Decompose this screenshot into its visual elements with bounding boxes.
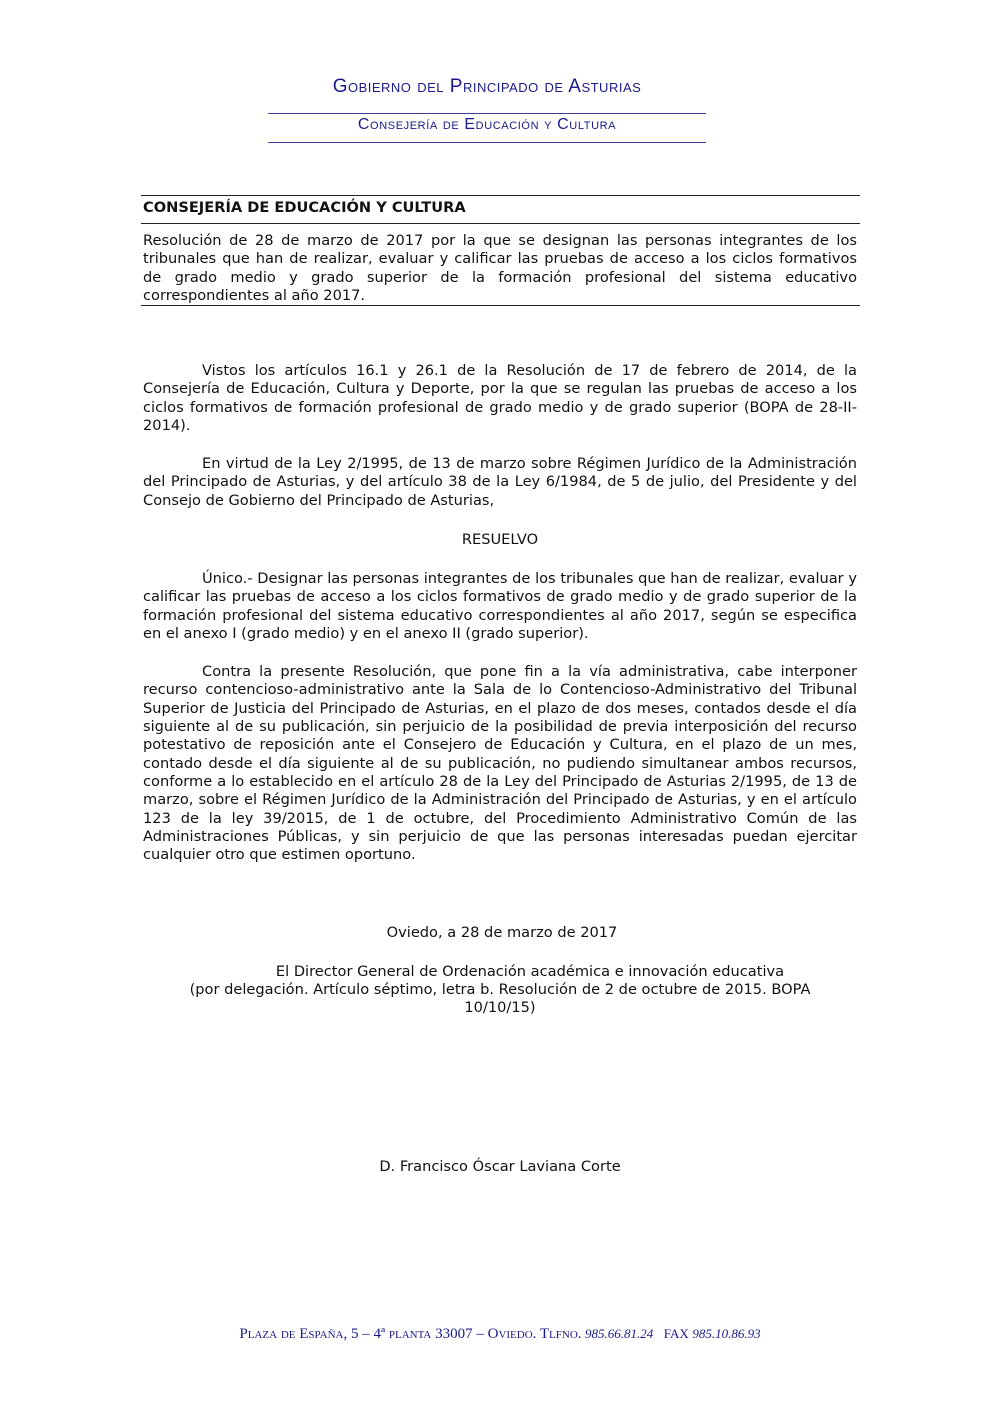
paragraph: Vistos los artículos 16.1 y 26.1 de la Resolución de 17 de febrero de 2014, de la Consejería de Educación, Cultura y Deporte, por la que se regulan las pruebas de acceso a los ciclos formativos de formación profesional de grado medio y de grado superior (BOPA de 28-II-2014). — [143, 362, 857, 434]
resolution-summary: Resolución de 28 de marzo de 2017 por la que se designan las personas integrantes de los tribunales que han de realizar, evaluar y calificar las pruebas de acceso a los ciclos formativos de grado medio y grado superior de la formación profesional del sistema educativo correspondientes al año 2017. — [143, 232, 857, 304]
paragraph: En virtud de la Ley 2/1995, de 13 de marzo sobre Régimen Jurídico de la Administración del Principado de Asturias, y del artículo 38 de la Ley 6/1984, de 5 de julio, del Presidente y del Consejo de Gobierno del Principado de Asturias, — [143, 455, 857, 509]
footer-address: Plaza de España, 5 – 4ª planta 33007 – Oviedo. Tlfno. — [239, 1326, 582, 1342]
delegation-note: (por delegación. Artículo séptimo, letra b. Resolución de 2 de octubre de 2015. BOPA 10/10/15) — [189, 981, 811, 1017]
department-header: Consejería de Educación y Cultura — [357, 116, 617, 133]
footer-phone: 985.66.81.24 — [585, 1326, 654, 1341]
section-title: CONSEJERÍA DE EDUCACIÓN Y CULTURA — [143, 199, 466, 216]
footer-fax-label: FAX — [663, 1326, 689, 1341]
government-header: Gobierno del Principado de Asturias — [332, 76, 642, 97]
header-divider — [268, 113, 706, 114]
body-preamble — [143, 362, 857, 510]
divider — [141, 223, 860, 224]
paragraph: Contra la presente Resolución, que pone fin a la vía administrativa, cabe interponer recurso contencioso-administrativo ante la Sala de lo Contencioso-Administrativo del Tribunal Superior de Justicia del Principado de Asturias, en el plazo de dos meses, contados desde el día siguiente al de su publicación, sin perjuicio de la posibilidad de previa interposición del recurso potestativo de reposición ante el Consejero de Educación y Cultura, en el plazo de un mes, contado desde el día siguiente al de su publicación, no pudiendo simultanear ambos recursos, conforme a lo establecido en el artículo 28 de la Ley del Principado de Asturias 2/1995, de 13 de marzo, sobre el Régimen Jurídico de la Administración del Principado de Asturias, y en el artículo 123 de la ley 39/2015, de 1 de octubre, del Procedimiento Administrativo Común de las Administraciones Públicas, y sin perjuicio de que las personas interesadas puedan ejercitar cualquier otro que estimen oportuno. — [143, 663, 857, 864]
signer-title: El Director General de Ordenación académica e innovación educativa — [275, 963, 785, 980]
paragraph: Único.- Designar las personas integrantes de los tribunales que han de realizar, evaluar y calificar las pruebas de acceso a los ciclos formativos de grado medio y de grado superior de la formación profesional del sistema educativo correspondientes al año 2017, según se especifica en el anexo I (grado medio) y en el anexo II (grado superior). — [143, 570, 857, 642]
divider — [141, 305, 860, 306]
signer-name: D. Francisco Óscar Laviana Corte — [379, 1158, 621, 1175]
place-date: Oviedo, a 28 de marzo de 2017 — [386, 924, 618, 941]
header-divider — [268, 142, 706, 143]
footer-contact — [0, 1326, 1000, 1343]
resolve-heading: RESUELVO — [461, 531, 539, 548]
body-resolution — [143, 570, 857, 864]
footer-fax: 985.10.86.93 — [692, 1326, 761, 1341]
divider — [141, 195, 860, 196]
